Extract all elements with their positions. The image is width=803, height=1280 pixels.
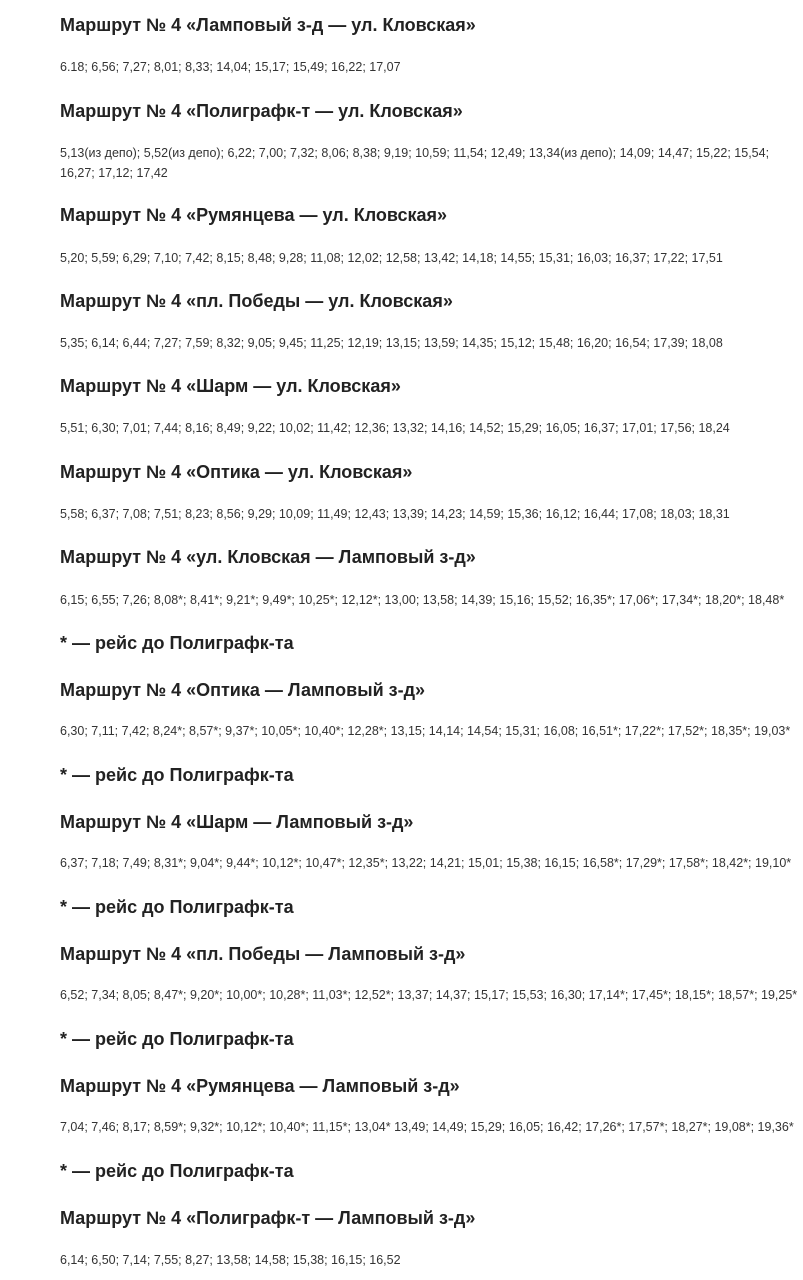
route-heading: Маршрут № 4 «Оптика — ул. Кловская» xyxy=(60,462,413,482)
route-heading: Маршрут № 4 «Полиграфк-т — Ламповый з-д» xyxy=(60,1208,476,1228)
route-times: 6,15; 6,55; 7,26; 8,08*; 8,41*; 9,21*; 9,49*; 10,25*; 12,12*; 13,00; 13,58; 14,39; 15,16; 15,52; 16,35*; 17,06*; 17,34*; 18,20*; 18,48* xyxy=(60,593,785,607)
route-heading: Маршрут № 4 «Оптика — Ламповый з-д» xyxy=(60,680,426,700)
route-times: 6,37; 7,18; 7,49; 8,31*; 9,04*; 9,44*; 10,12*; 10,47*; 12,35*; 13,22; 14,21; 15,01; 15,38; 16,15; 16,58*; 17,29*; 17,58*; 18,42*; 19,10* xyxy=(60,856,792,870)
footnote: * — рейс до Полиграфк-та xyxy=(60,633,294,653)
route-times: 5,58; 6,37; 7,08; 7,51; 8,23; 8,56; 9,29; 10,09; 11,49; 12,43; 13,39; 14,23; 14,59; 15,36; 16,12; 16,44; 17,08; 18,03; 18,31 xyxy=(60,507,730,521)
route-heading: Маршрут № 4 «Ламповый з-д — ул. Кловская» xyxy=(60,15,476,35)
footnote: * — рейс до Полиграфк-та xyxy=(60,897,294,917)
route-times: 6,52; 7,34; 8,05; 8,47*; 9,20*; 10,00*; 10,28*; 11,03*; 12,52*; 13,37; 14,37; 15,17; 15,53; 16,30; 17,14*; 17,45*; 18,15*; 18,57*; 19,25* xyxy=(60,988,798,1002)
route-times: 7,04; 7,46; 8,17; 8,59*; 9,32*; 10,12*; 10,40*; 11,15*; 13,04* 13,49; 14,49; 15,29; 16,05; 16,42; 17,26*; 17,57*; 18,27*; 19,08*; 19,36* xyxy=(60,1120,794,1134)
footnote: * — рейс до Полиграфк-та xyxy=(60,1161,294,1181)
footnote: * — рейс до Полиграфк-та xyxy=(60,765,294,785)
route-times: 5,51; 6,30; 7,01; 7,44; 8,16; 8,49; 9,22; 10,02; 11,42; 12,36; 13,32; 14,16; 14,52; 15,29; 16,05; 16,37; 17,01; 17,56; 18,24 xyxy=(60,421,730,435)
route-heading: Маршрут № 4 «ул. Кловская — Ламповый з-д» xyxy=(60,547,476,567)
route-heading: Маршрут № 4 «Полиграфк-т — ул. Кловская» xyxy=(60,101,463,121)
route-times: 5,35; 6,14; 6,44; 7,27; 7,59; 8,32; 9,05; 9,45; 11,25; 12,19; 13,15; 13,59; 14,35; 15,12; 15,48; 16,20; 16,54; 17,39; 18,08 xyxy=(60,336,723,350)
footnote: * — рейс до Полиграфк-та xyxy=(60,1029,294,1049)
route-heading: Маршрут № 4 «Румянцева — Ламповый з-д» xyxy=(60,1076,460,1096)
route-heading: Маршрут № 4 «пл. Победы — Ламповый з-д» xyxy=(60,944,466,964)
route-times: 6,14; 6,50; 7,14; 7,55; 8,27; 13,58; 14,58; 15,38; 16,15; 16,52 xyxy=(60,1253,401,1267)
route-times: 6.18; 6,56; 7,27; 8,01; 8,33; 14,04; 15,17; 15,49; 16,22; 17,07 xyxy=(60,60,401,74)
route-heading: Маршрут № 4 «пл. Победы — ул. Кловская» xyxy=(60,291,453,311)
route-heading: Маршрут № 4 «Шарм — ул. Кловская» xyxy=(60,376,401,396)
route-times: 5,20; 5,59; 6,29; 7,10; 7,42; 8,15; 8,48; 9,28; 11,08; 12,02; 12,58; 13,42; 14,18; 14,55; 15,31; 16,03; 16,37; 17,22; 17,51 xyxy=(60,251,723,265)
route-heading: Маршрут № 4 «Румянцева — ул. Кловская» xyxy=(60,205,448,225)
route-heading: Маршрут № 4 «Шарм — Ламповый з-д» xyxy=(60,812,414,832)
route-times: 5,13(из депо); 5,52(из депо); 6,22; 7,00; 7,32; 8,06; 8,38; 9,19; 10,59; 11,54; 12,49; 13,34(из депо); 14,09; 14,47; 15,22; 15,54; 16,27; 17,12; 17,42 xyxy=(60,146,770,180)
route-times: 6,30; 7,11; 7,42; 8,24*; 8,57*; 9,37*; 10,05*; 10,40*; 12,28*; 13,15; 14,14; 14,54; 15,31; 16,08; 16,51*; 17,22*; 17,52*; 18,35*; 19,03* xyxy=(60,724,791,738)
